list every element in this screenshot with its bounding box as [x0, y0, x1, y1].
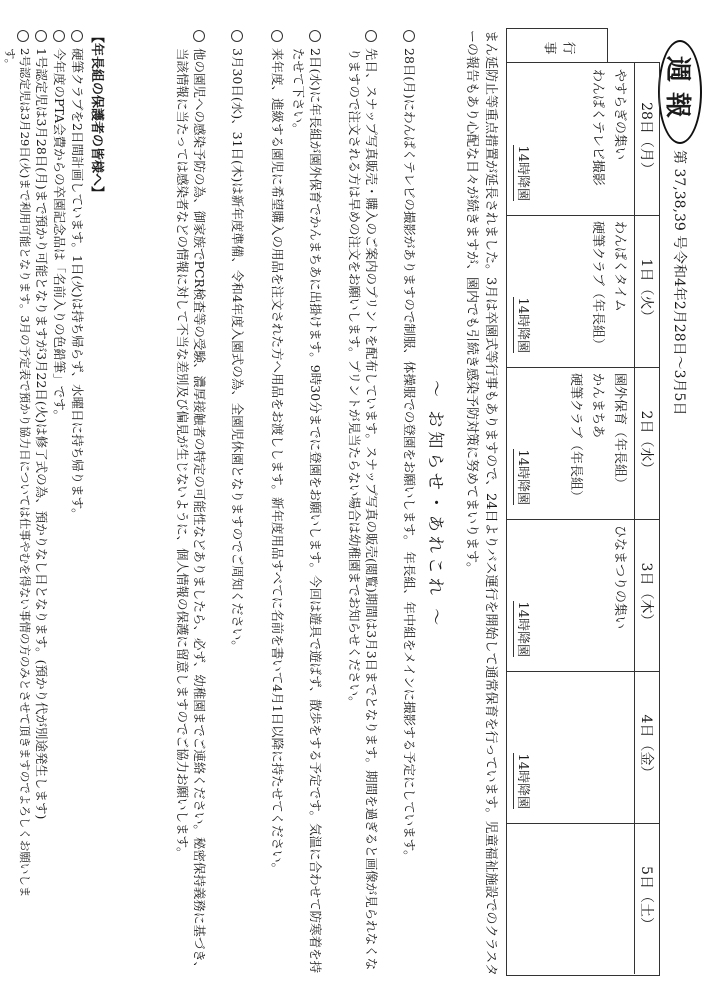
day-header: 28日（月） [634, 63, 659, 215]
day-header: 1日（火） [634, 215, 659, 367]
schedule-day [507, 63, 659, 216]
event-item: わんぱくテレビ撮影 [590, 69, 605, 186]
parent-notice-item: 今年度のPTA会費からの卒園記念品は「名前入りの色鉛筆」です。 [51, 30, 68, 980]
notice-item: 3月30日(水)、31日(木)は新年度準備、令和4年度入園式の為、全園児休園となりますのでご周知ください。 [229, 30, 246, 980]
parent-notice-item: 2号認定児は3月29日(火)まで利用可能となります。3月の予定表で預かり協力日については仕事やむを得ない事情の方のみとさせて頂きますのでよろしくお願いします。 [2, 30, 32, 900]
parent-notice-item: 硬筆クラブを2日間計画しています。1日(火)は持ち帰らず、水曜日に持ち帰ります。 [69, 30, 86, 980]
schedule-day [507, 367, 659, 520]
date-range: 令和4年2月28日～3月5日 [671, 250, 687, 416]
schedule-day [507, 519, 659, 672]
notice-item: 2日(水)に年長組が園外保育でかんまちあに出掛けます。9時30分までに登園をお願いします。今回は遊具で遊ばず、散歩をする予定です。気温に合わせて防寒着を持たせて下さい。 [290, 30, 324, 980]
notice-item: 28日(月)にわんぱくテレビの撮影がありますので制服、体操服での登園をお願いします。 年長組、年中組をメインに撮影する予定にしています。 [401, 30, 418, 980]
pickup-time: 14時降園 [513, 145, 534, 201]
notice-item: 他の園児への感染予防の為、御家族でPCR検査等の受験、濃厚接触者の特定の可能性などありましたら、必ず、幼稚園までご連絡ください。秘密保持義務に基づき、当該情報に当たっては感染者などの情報に対して不当な差別及び偏見が生じないように、個人情報の保護に留意しますのでご協力お願いします。 [174, 30, 208, 980]
schedule-day [507, 823, 659, 974]
day-header: 4日（金） [634, 671, 659, 823]
day-header: 5日（土） [634, 823, 659, 974]
newsletter-title: 週報 [658, 40, 702, 144]
issue-number: 第 37,38,39 号 [671, 150, 687, 250]
schedule-day [507, 671, 659, 824]
pickup-time: 14時降園 [513, 297, 534, 353]
parents-section-title: 【年長組の保護者の皆様へ】 [89, 30, 104, 200]
event-item: わんぱくタイム [612, 221, 627, 312]
notices-title: ～ お知らせ・あれこれ ～ [425, 380, 445, 630]
notice-item: 来年度、進級する園児に希望購入の用品を注文された方へ用品をお渡しします。新年度用品すべてに名前を書いて4月1日以降に持たせてください。 [269, 30, 286, 980]
pickup-time: 14時降園 [513, 449, 534, 505]
event-item: 硬筆クラブ（年長組） [590, 221, 605, 352]
notice-item: 先日、スナップ写真販売・購入のご案内のプリントを配布しています。スナップ写真の販売(閲覧)期間は3月3日までとなります。期間を過ぎると画像が見られなくなりますので注文される方は早めの注文をお願いします。プリントが見当たらない場合は幼稚園までお知らせください。 [346, 30, 380, 980]
day-header: 2日（水） [634, 367, 659, 519]
event-item: ひなまつりの集い [612, 525, 627, 630]
schedule-row-label: 行事 [506, 28, 608, 63]
event-item: かんまちあ [590, 373, 605, 439]
day-header: 3日（木） [634, 519, 659, 671]
parent-notice-item: 1号認定児は3月28日(月)まで預かり可能となりますが3月22日(火)は修了式の為、預かりなし日となります。(預かり代が別途発生します) [33, 30, 50, 980]
schedule-day [507, 215, 659, 368]
event-item: 硬筆クラブ（年長組） [568, 373, 583, 504]
event-item: 園外保育（年長組） [612, 373, 627, 491]
intro-text: まん延防止等重点措置が延長されました。3月は卒園式等行事もありますので、24日よりバス運行を開始して通常保育を行っています。児童福祉施設でのクラスターの報告もあり心配な日々が続きますが、園内でも引続き感染予防対策に努めてまいります。 [464, 30, 498, 977]
event-item: やすらぎの集い [612, 69, 627, 161]
schedule-table [506, 62, 660, 976]
pickup-time: 14時降園 [513, 601, 534, 657]
pickup-time: 14時降園 [513, 753, 534, 809]
